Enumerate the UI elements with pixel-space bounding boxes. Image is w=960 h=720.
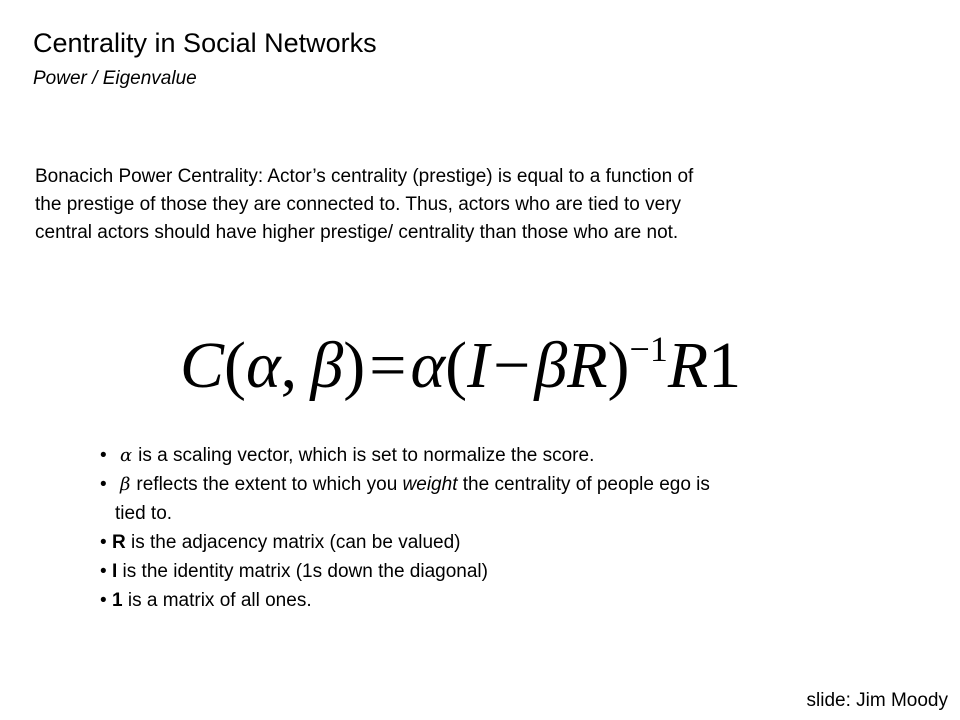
one-description: is a matrix of all ones. [122, 590, 312, 611]
paragraph-line-2: the prestige of those they are connected to. Thus, actors who are tied to very [35, 194, 682, 215]
paragraph-line-1: Bonacich Power Centrality: Actor’s centrality (prestige) is equal to a function of [35, 166, 694, 187]
formula-open-paren-2: ( [445, 329, 468, 402]
one-term: 1 [112, 590, 123, 611]
bonacich-formula [180, 318, 741, 413]
list-item-alpha [100, 441, 890, 470]
alpha-description: is a scaling vector, which is set to normalize the score. [138, 445, 595, 466]
formula-r-2: R [667, 329, 709, 402]
formula-close-paren: ) [343, 329, 366, 402]
i-description: is the identity matrix (1s down the diagonal) [117, 561, 488, 582]
r-term: R [112, 532, 126, 553]
formula-exponent: −1 [629, 329, 668, 369]
beta-description-continuation: tied to. [115, 503, 173, 524]
r-description: is the adjacency matrix (can be valued) [125, 532, 461, 553]
bullet-dot: • [100, 445, 107, 466]
definition-list [100, 441, 890, 615]
bullet-dot: • [100, 532, 107, 553]
formula-open-paren: ( [224, 329, 247, 402]
formula-close-paren-2: ) [607, 329, 630, 402]
beta-symbol: β [120, 474, 131, 495]
formula-comma: , [280, 329, 298, 402]
formula-beta-2: β [534, 329, 568, 402]
description-paragraph [35, 163, 865, 247]
formula-c: C [180, 329, 225, 402]
bullet-dot: • [100, 590, 107, 611]
formula-minus: − [493, 329, 531, 402]
formula-alpha: α [246, 329, 281, 402]
beta-description-end: the centrality of people ego is [457, 474, 710, 495]
slide-subtitle: Power / Eigenvalue [33, 68, 197, 89]
formula-one: 1 [708, 329, 742, 402]
formula-equals: = [369, 329, 407, 402]
paragraph-line-3: central actors should have higher prestige/ centrality than those who are not. [35, 222, 679, 243]
alpha-symbol: α [120, 445, 133, 466]
slide-credit: slide: Jim Moody [806, 690, 948, 711]
beta-description-start: reflects the extent to which you [136, 474, 403, 495]
list-item-r [100, 528, 890, 557]
list-item-beta [100, 470, 890, 528]
list-item-one [100, 586, 890, 615]
slide-title: Centrality in Social Networks [33, 28, 377, 58]
formula-alpha-2: α [410, 329, 446, 402]
bullet-dot: • [100, 561, 107, 582]
formula-beta: β [310, 329, 344, 402]
formula-r: R [567, 329, 608, 402]
list-item-i [100, 557, 890, 586]
formula-identity: I [467, 329, 490, 402]
i-term: I [112, 561, 118, 582]
beta-description-emphasis: weight [402, 474, 458, 495]
bullet-dot: • [100, 474, 107, 495]
